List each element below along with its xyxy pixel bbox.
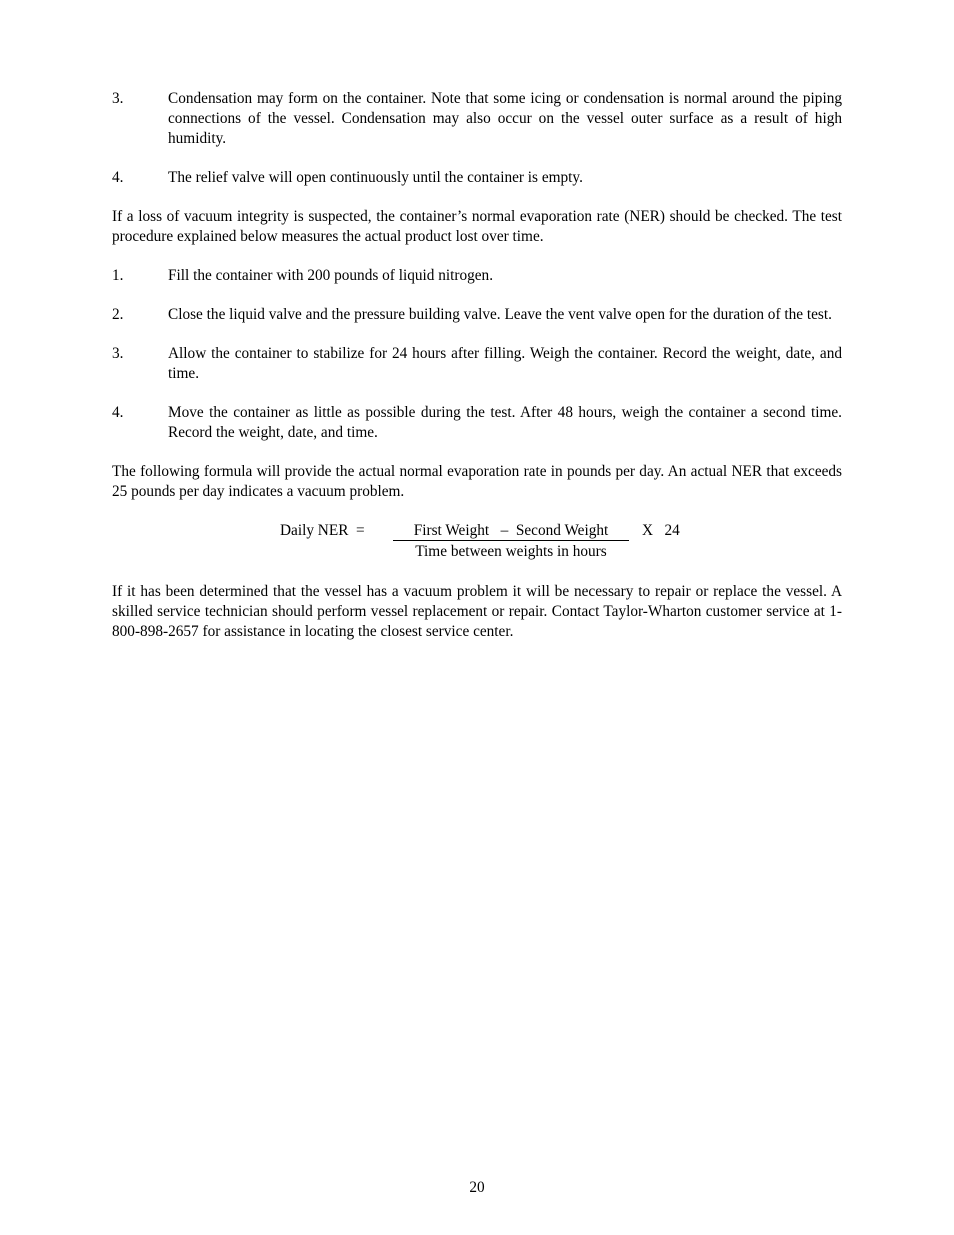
- list-item: [112, 168, 842, 188]
- ner-formula: [112, 521, 842, 563]
- list-item-text: Move the container as little as possible during the test. After 48 hours, weigh the container a second time. Record the weight, date, and time.: [168, 404, 842, 441]
- list-item: [112, 403, 842, 443]
- list-item-number: 4.: [112, 404, 124, 421]
- list-item-number: 1.: [112, 267, 124, 284]
- paragraph-formula-intro: The following formula will provide the actual normal evaporation rate in pounds per day. An actual NER that exceeds 25 pounds per day indicates a vacuum problem.: [112, 463, 842, 500]
- list-item-number: 4.: [112, 169, 124, 186]
- list-item-text: Allow the container to stabilize for 24 hours after filling. Weigh the container. Record the weight, date, and time.: [168, 345, 842, 382]
- list-item: [112, 266, 842, 286]
- formula-multiplier: X 24: [642, 522, 680, 539]
- formula-fraction: [393, 521, 629, 562]
- list-item: [112, 89, 842, 149]
- list-item-text: Condensation may form on the container. Note that some icing or condensation is normal around the piping connections of the vessel. Condensation may also occur on the vessel outer surface as a result of high humidity.: [168, 90, 842, 147]
- paragraph-vacuum-integrity: If a loss of vacuum integrity is suspected, the container’s normal evaporation rate (NER) should be checked. The test procedure explained below measures the actual product lost over time.: [112, 208, 842, 245]
- paragraph-repair: If it has been determined that the vessel has a vacuum problem it will be necessary to repair or replace the vessel. A skilled service technician should perform vessel replacement or repair. Contact Taylor-Wharton customer service at 1-800-898-2657 for assistance in locating the closest service center.: [112, 583, 842, 640]
- page-number: 20: [469, 1179, 485, 1196]
- list-item: [112, 344, 842, 384]
- formula-numerator: First Weight – Second Weight: [393, 521, 629, 541]
- formula-label: Daily NER =: [280, 522, 365, 539]
- list-item-number: 3.: [112, 90, 124, 107]
- formula-denominator: Time between weights in hours: [415, 543, 607, 560]
- list-item-number: 2.: [112, 306, 124, 323]
- list-item: [112, 305, 842, 325]
- page-content: [112, 89, 842, 661]
- list-item-text: Close the liquid valve and the pressure building valve. Leave the vent valve open for the duration of the test.: [168, 306, 832, 323]
- list-item-text: Fill the container with 200 pounds of liquid nitrogen.: [168, 267, 494, 284]
- list-item-text: The relief valve will open continuously until the container is empty.: [168, 169, 583, 186]
- list-item-number: 3.: [112, 345, 124, 362]
